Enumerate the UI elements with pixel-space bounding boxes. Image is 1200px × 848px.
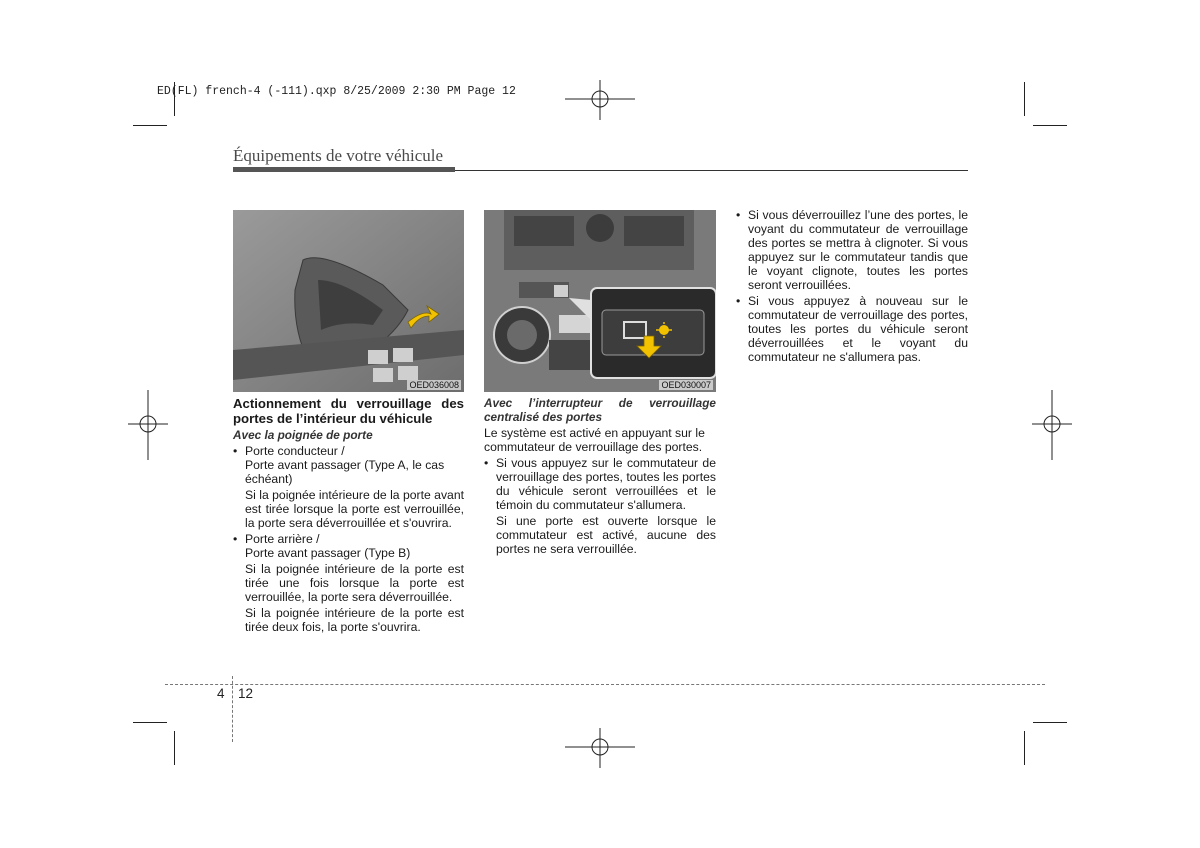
registration-mark-top — [565, 80, 635, 120]
central-lock-illustration — [484, 210, 716, 392]
bullet-item: • Porte arrière / — [233, 532, 464, 546]
crop-mark — [133, 125, 167, 126]
figure-caption: OED030007 — [661, 380, 711, 390]
subheading-central-lock: Avec l’interrupteur de verrouillage centralisé des portes — [484, 396, 716, 424]
crop-mark — [1024, 731, 1025, 765]
column-right — [736, 208, 968, 364]
bullet-item: • Porte conducteur / — [233, 444, 464, 458]
bullet-paragraph: Si la poignée intérieure de la porte avant est tirée lorsque la porte est verrouillée, la porte sera déverrouillée et s'ouvrira. — [245, 488, 464, 530]
chapter-number: 4 — [217, 686, 225, 701]
bullet-continuation: Porte avant passager (Type B) — [245, 546, 411, 560]
figure-caption: OED036008 — [409, 380, 459, 390]
door-handle-illustration — [233, 210, 464, 392]
intro-paragraph: Le système est activé en appuyant sur le commutateur de verrouillage des portes. — [484, 426, 705, 454]
registration-mark-right — [1032, 390, 1072, 460]
subheading-door-handle: Avec la poignée de porte — [233, 428, 373, 442]
bullet-item: • Si vous appuyez à nouveau sur le commutateur de verrouillage des portes, toutes les portes du véhicule seront déverrouillées et le voyant du commutateur ne s'allumera pas. — [736, 294, 968, 364]
crop-mark — [133, 722, 167, 723]
header-rule-accent — [233, 167, 455, 172]
bullet-item: • Si vous déverrouillez l’une des portes, le voyant du commutateur de verrouillage des portes se mettra à clignoter. Si vous appuyez sur le commutateur tandis que le voyant clignote, toutes les portes seront verrouillées. — [736, 208, 968, 292]
column-middle — [484, 396, 716, 556]
crop-mark — [1024, 82, 1025, 116]
section-title: Équipements de votre véhicule — [233, 146, 444, 165]
bullet-paragraph: Si la poignée intérieure de la porte est tirée une fois lorsque la porte est verrouillée, la porte sera déverrouillée. — [245, 562, 464, 604]
bullet-continuation: Porte avant passager (Type A, le cas échéant) — [245, 458, 445, 486]
registration-mark-bottom — [565, 728, 635, 768]
crop-mark — [1033, 722, 1067, 723]
crop-mark — [174, 731, 175, 765]
heading-door-lock-operation: Actionnement du verrouillage des portes de l’intérieur du véhicule — [233, 396, 464, 426]
figure-door-handle — [233, 210, 464, 392]
page-number: 12 — [238, 686, 254, 701]
figure-central-lock-switch — [484, 210, 716, 392]
bullet-paragraph: Si une porte est ouverte lorsque le commutateur est activé, aucune des portes ne sera verrouillée. — [496, 514, 716, 556]
printer-slug: ED(FL) french-4 (-111).qxp 8/25/2009 2:30 PM Page 12 — [157, 85, 516, 98]
column-left — [233, 396, 464, 634]
crop-mark — [1033, 125, 1067, 126]
footer-rule — [165, 684, 1045, 685]
bullet-paragraph: Si la poignée intérieure de la porte est tirée deux fois, la porte s'ouvrira. — [245, 606, 464, 634]
bullet-item: • Si vous appuyez sur le commutateur de verrouillage des portes, toutes les portes du véhicule seront verrouillées et le témoin du commutateur s'allumera. — [484, 456, 716, 512]
footer-divider — [232, 676, 233, 742]
registration-mark-left — [128, 390, 168, 460]
